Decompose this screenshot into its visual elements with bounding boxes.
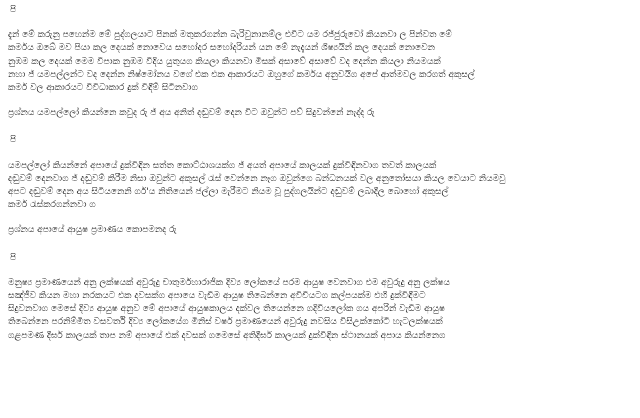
paragraph: [8, 160, 632, 213]
paragraph-line: සිදුවනවාග මෙසේ දිව්‍ය ආයුෂ අනුව මේ අපායේ ආයුෂකාලය දක්වල තියෙන්නෙ ගදිවියලෝක ගය අපරින් වැඩිම ආයුෂ: [8, 304, 445, 315]
paragraph-line: නුඹම කල දෙයක් මෙම විපාක නුඹම විදිය යුතුයග කියලා කියනවා මිසක් අසාවේ අසාවේ වද දෙන්න කියලා නියමයක්: [8, 56, 441, 67]
paragraph: [8, 29, 632, 95]
answer-marker: පි: [10, 135, 17, 146]
paragraph-line: ගළපමණ දීර්ඝ කාලයක් තාප නම් අපායේ එක් දවසක් ගමෙසේ අතිදීර්ඝ කාලයක් දුක්විඳින ස්ථානයක් අපාය කියන්නෙග: [8, 330, 446, 341]
paragraph: [8, 277, 632, 343]
paragraph-line: කර්ම වල ආකාරයට විවිධාකාර දුක් විඳීම් සිටිනවාග: [8, 83, 198, 94]
paragraph-line: දැන් මේ කරුනු පහෙන්ම මේ පුද්ගලයාට පිනක් මතුකරගන්න බැරිවුනානම්ල එවිට යම රජ්ජුරුවෝ කියනවා ල පින්වත මේ: [8, 30, 452, 41]
paragraph-line: කර්ම රැස්කරගන්නවා ග: [8, 200, 96, 211]
paragraph-line: සඤ්ජීව කියන මහා නරකයට එක දවසක්ග අපායෙ වැඩිම ආයුෂ තිබෙන්නෙ අවිචියටග කල්පයක්ම එහි දුක්විඳීමට: [8, 291, 426, 302]
paragraph-line: යමපල්ලෝ කියන්නේ අපායේ දුක්විඳින සත්ත කොට්ඨාශයක්ග ජ් අයත් අපායේ කාලයක් දුක්විඳිනවාග තවත් කාලයක්: [8, 160, 437, 171]
paragraph-line: නහා ජ් යමපල්ලන්ට වද දෙන්න නිෂ්මෝනය වගේ එක එක ආකාරයට ඔහුගේ කර්මය අනුවයිග අපේ ආත්මවල කරගත් අකුසල්: [8, 69, 475, 80]
question-line: ප්‍රශ්නය අපායේ ආයුෂ ප්‍රමාණය කොපමනද රු: [8, 225, 177, 236]
paragraph-line: මනුෂ්‍ය ප්‍රමාණයෙන් අනු ලක්ෂයක් අවුරුදු චාතුර්මහාරාජික දිව්‍ය ලෝකයේ පරම ආයුෂ වෙනවාග එම අවුරුදු අනු ලක්ෂය: [8, 277, 450, 288]
answer-marker: පි: [10, 5, 17, 15]
paragraph-line: අපට දඬුවම් දෙන අය සිටියනෙනි ගර්'ය නිතියෙන් ජල්ලා මැරීමට නියම වූ පුද්ගලයින්ට දඬුවම් ලබාදීල බොහෝ අකුසල්: [8, 187, 449, 198]
paragraph-line: කර්මය ඔබේ මව පියා කල දෙයක් නොවෙය සහෝදර සහෝදරියන් යන මේ නැදැයන් ශිෂ්‍යයින් කල දෙයක් නොවෙන: [8, 43, 435, 54]
paragraph-line: දඬුවම් දෙනවාග ජ් දඬුවම් කිරීම නිසා ඔවුන්ට අකුසල් රැස් වෙන්නෙ නෑග ඔවුන්ගෙ බන්ධනයක් වල අනුතෝසයා කියල වෙයාට නියමවු: [8, 173, 506, 184]
question-line: ප්‍රශ්නය යමපල්ලෝ කියන්නෙ කවුද රු ජ් අය අනිත් දඬුවම් දෙන විට ඔවුන්ට පව් සිදුවන්නේ නැද්ද රු: [8, 108, 375, 119]
answer-marker: පි: [10, 252, 17, 263]
paragraph-line: තිබෙන්නෙ පරනිම්මිත වසවර්ති දිව්‍ය ලෝකයේග මිනිස් වර්ෂ ප්‍රමාණයෙන් අවුරුදු නවසිය විසිඋක්කෝටි හැටලක්ෂයක්: [8, 317, 443, 328]
